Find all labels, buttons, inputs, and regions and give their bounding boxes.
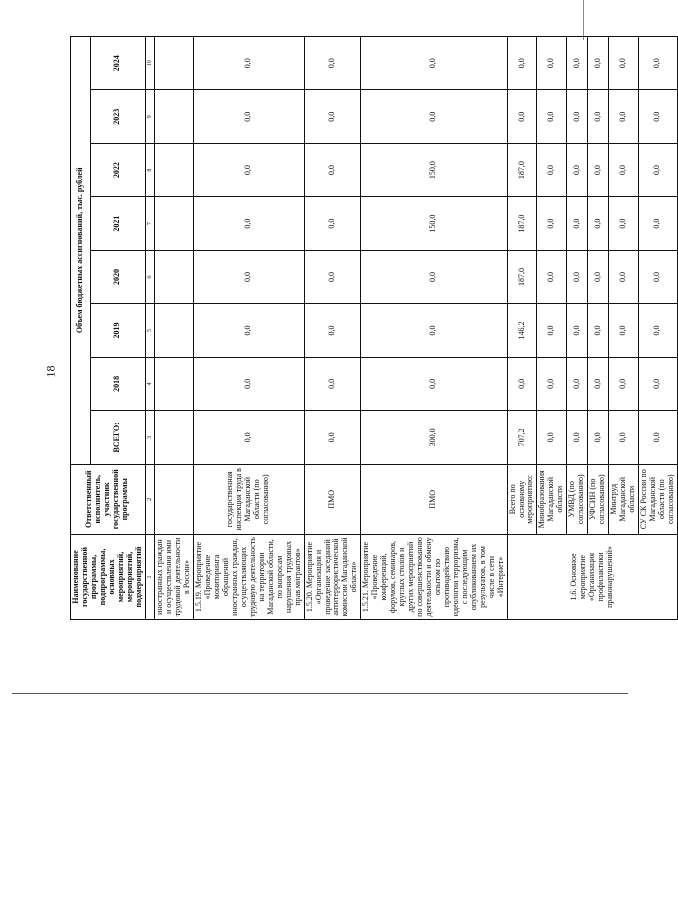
budget-value: 0,0 [537,143,567,196]
subrow-responsible: Минтруд Магаданской области [609,464,639,534]
subrow-responsible: Всего по основному мероприятию: [507,464,537,534]
budget-value: 707,2 [507,411,537,464]
col-number: 8 [145,143,155,196]
budget-value: 0,0 [567,37,588,90]
header-year: 2019 [91,304,146,357]
budget-value: 0,0 [588,411,609,464]
budget-value: 0,0 [304,197,361,250]
row-responsible [155,464,194,534]
budget-value: 0,0 [609,304,639,357]
subrow-responsible: УМВД (по согласованию) [567,464,588,534]
subrow-responsible: СУ СК России по Магаданской области (по согласованию) [638,464,677,534]
budget-value: 300,0 [361,411,507,464]
budget-value: 150,0 [361,197,507,250]
budget-value: 0,0 [638,37,677,90]
budget-value: 187,0 [507,197,537,250]
row-responsible: государственная инспекция труда в Магаданской области (по согласованию) [194,464,304,534]
header-year: 2020 [91,250,146,303]
budget-value: 0,0 [638,304,677,357]
header-name: Наименование государственной программы, подпрограммы, основных мероприятий, мероприятий, подмероприятий [71,534,146,619]
rotated-table-wrapper [70,36,675,620]
budget-value: 0,0 [194,250,304,303]
budget-table [70,36,678,620]
scan-edge-mark [583,0,584,40]
budget-value: 0,0 [588,37,609,90]
budget-value: 0,0 [638,250,677,303]
header-year: 2018 [91,357,146,410]
header-budget: Объем бюджетных ассигнований, тыс. рублей [71,37,91,465]
row-name: иностранных граждан и осуществления ими трудовой деятельности в России» [155,534,194,619]
col-number: 7 [145,197,155,250]
budget-value: 0,0 [588,143,609,196]
budget-value: 0,0 [194,411,304,464]
budget-value: 0,0 [194,197,304,250]
budget-value: 0,0 [609,357,639,410]
budget-value: 0,0 [609,197,639,250]
budget-value: 0,0 [194,37,304,90]
table-row [567,37,588,620]
budget-value: 0,0 [588,357,609,410]
budget-value: 0,0 [507,90,537,143]
budget-value: 0,0 [361,90,507,143]
budget-value [155,250,194,303]
budget-value: 0,0 [537,357,567,410]
budget-value: 0,0 [304,90,361,143]
table-row [638,37,677,620]
table-row [609,37,639,620]
budget-value: 0,0 [304,250,361,303]
budget-value: 0,0 [537,411,567,464]
budget-value: 0,0 [361,250,507,303]
budget-value: 0,0 [567,197,588,250]
budget-value: 0,0 [507,37,537,90]
budget-value [155,143,194,196]
budget-value: 0,0 [537,197,567,250]
header-year: 2024 [91,37,146,90]
budget-value: 0,0 [638,357,677,410]
page-number: 18 [43,365,58,378]
budget-value: 0,0 [304,304,361,357]
budget-value: 0,0 [194,143,304,196]
budget-value: 0,0 [304,411,361,464]
budget-value: 150,0 [361,143,507,196]
col-number: 5 [145,304,155,357]
header-year: 2021 [91,197,146,250]
budget-value [155,37,194,90]
budget-value: 187,0 [507,250,537,303]
budget-value: 0,0 [609,411,639,464]
subrow-responsible: УФСИН (по согласованию) [588,464,609,534]
budget-value: 187,0 [507,143,537,196]
table-row [304,37,361,620]
col-number: 4 [145,357,155,410]
table-row [361,37,507,620]
budget-value [155,197,194,250]
budget-value: 0,0 [361,37,507,90]
budget-value: 0,0 [361,304,507,357]
budget-value: 0,0 [304,357,361,410]
col-number: 9 [145,90,155,143]
budget-value: 0,0 [638,197,677,250]
budget-value: 0,0 [609,250,639,303]
col-number: 3 [145,411,155,464]
budget-value: 0,0 [609,143,639,196]
header-total: ВСЕГО: [91,411,146,464]
budget-value: 0,0 [638,90,677,143]
row-name: 1.5.19. Мероприятие «Проведение мониторинга обращений иностранных граждан, осуществляющих трудовую деятельность на территории Магаданской области, по вопросам нарушения трудовых прав мигрантов» [194,534,304,619]
budget-value: 0,0 [194,90,304,143]
budget-value: 0,0 [567,250,588,303]
budget-value: 0,0 [507,357,537,410]
budget-value [155,90,194,143]
budget-value [155,304,194,357]
budget-value [155,411,194,464]
budget-value: 0,0 [537,304,567,357]
budget-value: 0,0 [567,143,588,196]
col-number: 6 [145,250,155,303]
row-name: 1.5.21. Мероприятие «Проведение конференций, форумов, семинаров, круглых столов и других мероприятий по совершенствованию деятельности и обмену опытом по противодействию идеологии терроризма, с последующим опубликованием их результатов, в том числе в сети «Интернет» [361,534,507,619]
budget-value: 0,0 [194,304,304,357]
budget-value: 0,0 [537,37,567,90]
budget-value: 0,0 [567,304,588,357]
header-year: 2022 [91,143,146,196]
table-row [588,37,609,620]
budget-value: 0,0 [609,90,639,143]
row-responsible: ПМО [361,464,507,534]
row-name: 1.5.20. Мероприятие «Организация и проведение заседаний антитеррористической комиссии Магаданской области» [304,534,361,619]
table-row [155,37,194,620]
budget-value: 0,0 [588,250,609,303]
budget-value [155,357,194,410]
budget-value: 0,0 [304,37,361,90]
budget-value: 0,0 [304,143,361,196]
budget-value: 0,0 [588,304,609,357]
budget-value: 0,0 [361,357,507,410]
col-number: 2 [145,464,155,534]
header-year: 2023 [91,90,146,143]
row-responsible: ПМО [304,464,361,534]
col-number: 1 [145,534,155,619]
col-number: 10 [145,37,155,90]
budget-value: 0,0 [537,90,567,143]
table-row [194,37,304,620]
table-row [537,37,567,620]
budget-value: 0,0 [609,37,639,90]
group-name: 1.6. Основное мероприятие «Организация профилактики правонарушений» [507,534,677,619]
budget-value: 0,0 [567,411,588,464]
table-row [507,37,537,620]
budget-value: 0,0 [638,143,677,196]
budget-value: 146,2 [507,304,537,357]
budget-value: 0,0 [588,90,609,143]
budget-value: 0,0 [537,250,567,303]
page-divider [12,693,628,694]
subrow-responsible: Минобразования Магаданской области [537,464,567,534]
budget-value: 0,0 [194,357,304,410]
budget-value: 0,0 [567,357,588,410]
budget-value: 0,0 [638,411,677,464]
header-responsible: Ответственный исполнитель, участник государственной программы [71,464,146,534]
budget-value: 0,0 [588,197,609,250]
budget-value: 0,0 [567,90,588,143]
